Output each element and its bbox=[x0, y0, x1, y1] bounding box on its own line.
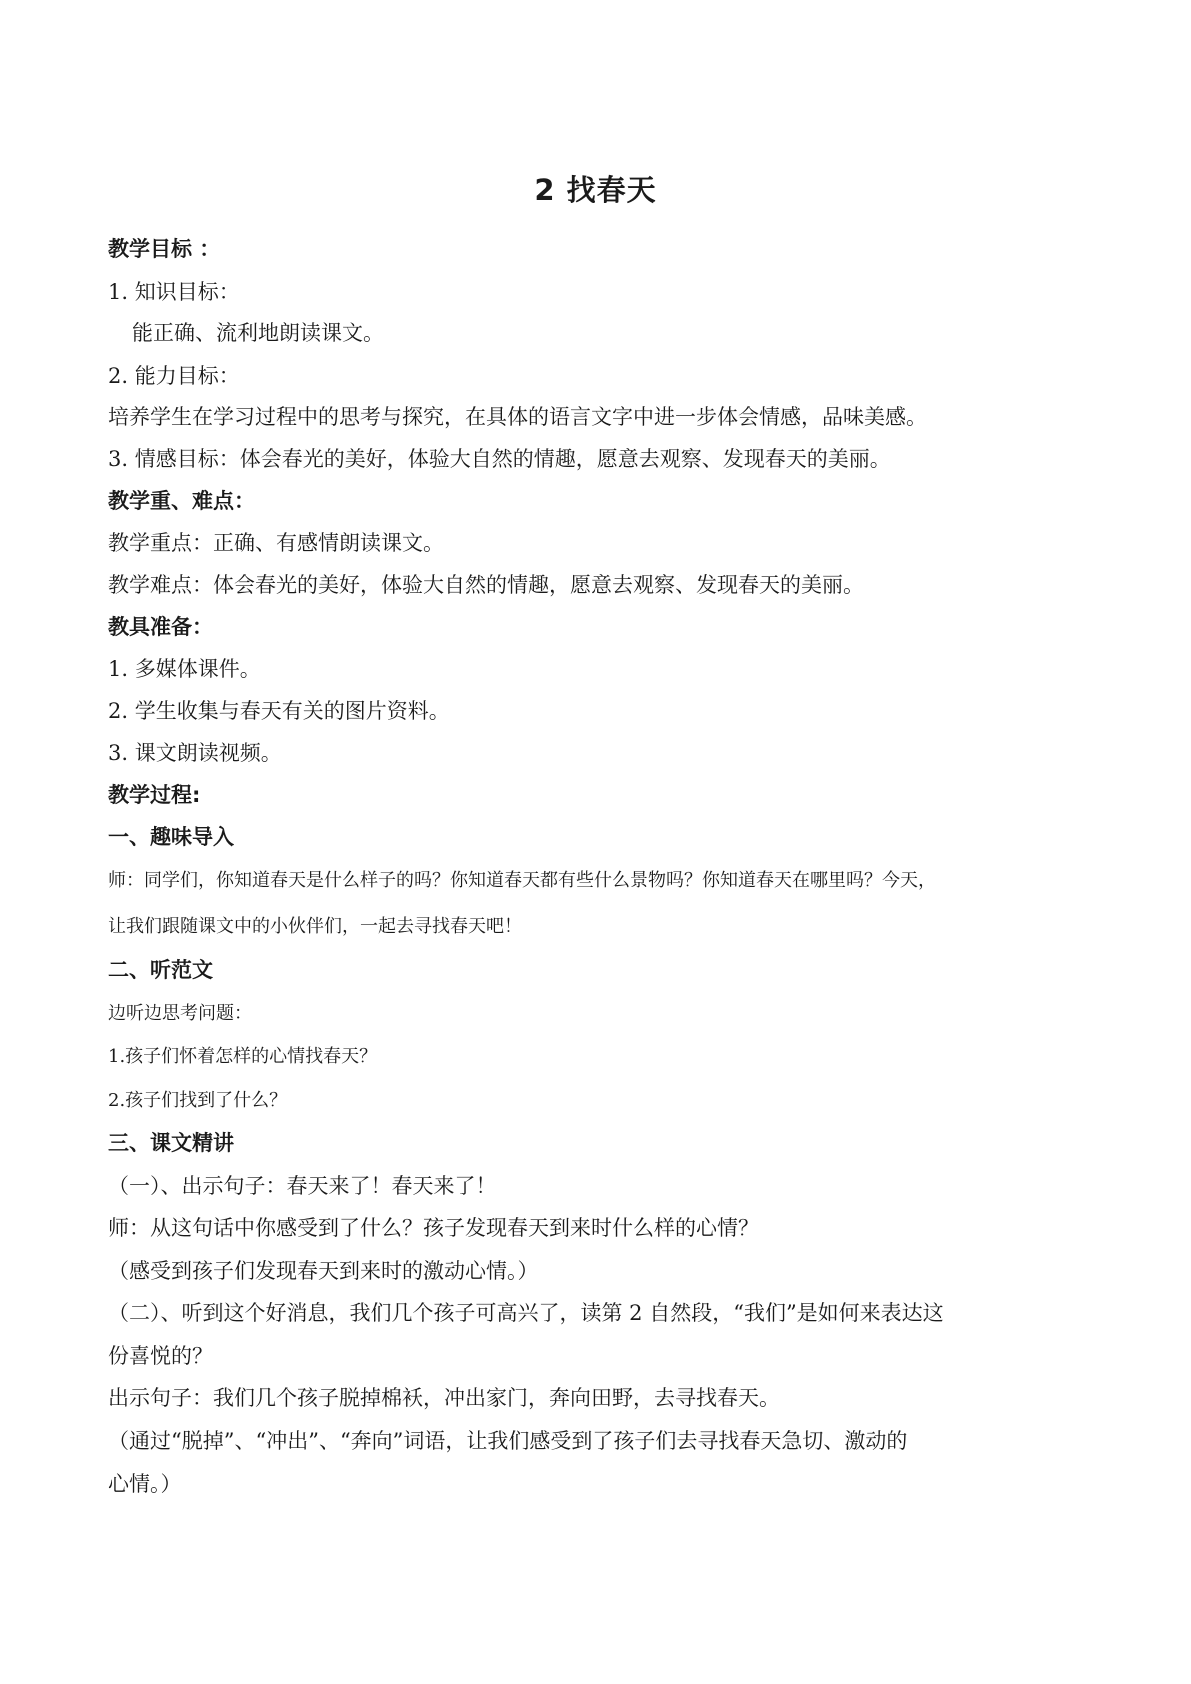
lecture-line: （二）、听到这个好消息，我们几个孩子可高兴了，读第 2 自然段，“我们”是如何来表达这 bbox=[108, 1301, 944, 1325]
subsection-heading-listen: 二、听范文 bbox=[108, 958, 213, 982]
ability-goal-text: 培养学生在学习过程中的思考与探究，在具体的语言文字中进一步体会情感，品味美感。 bbox=[108, 405, 927, 429]
section-heading-materials: 教具准备： bbox=[108, 615, 213, 639]
lecture-line: 师：从这句话中你感受到了什么？孩子发现春天到来时什么样的心情？ bbox=[108, 1216, 759, 1240]
subsection-heading-intro: 一、趣味导入 bbox=[108, 825, 234, 849]
section-heading-teaching-goals: 教学目标 ： bbox=[108, 237, 221, 261]
intro-paragraph-line: 师：同学们，你知道春天是什么样子的吗？你知道春天都有些什么景物吗？你知道春天在哪里吗？今天， bbox=[108, 870, 936, 891]
material-item: 1. 多媒体课件。 bbox=[108, 657, 261, 681]
lecture-line: 份喜悦的？ bbox=[108, 1344, 213, 1368]
lecture-line: （一）、出示句子：春天来了！春天来了！ bbox=[108, 1174, 497, 1198]
section-heading-key-points: 教学重、难点： bbox=[108, 489, 255, 513]
knowledge-goal-label: 1. 知识目标： bbox=[108, 280, 240, 304]
listen-instruction: 边听边思考问题： bbox=[108, 1003, 252, 1024]
ability-goal-label: 2. 能力目标： bbox=[108, 364, 240, 388]
material-item: 2. 学生收集与春天有关的图片资料。 bbox=[108, 699, 450, 723]
difficult-point-text: 教学难点：体会春光的美好，体验大自然的情趣，愿意去观察、发现春天的美丽。 bbox=[108, 573, 864, 597]
knowledge-goal-text: 能正确、流利地朗读课文。 bbox=[132, 321, 384, 345]
material-item: 3. 课文朗读视频。 bbox=[108, 741, 282, 765]
emotion-goal-text: 3. 情感目标：体会春光的美好，体验大自然的情趣，愿意去观察、发现春天的美丽。 bbox=[108, 447, 891, 471]
listen-question: 2.孩子们找到了什么？ bbox=[108, 1090, 288, 1111]
lecture-line: 出示句子：我们几个孩子脱掉棉袄，冲出家门，奔向田野，去寻找春天。 bbox=[108, 1386, 780, 1410]
listen-question: 1.孩子们怀着怎样的心情找春天？ bbox=[108, 1046, 378, 1067]
key-point-text: 教学重点：正确、有感情朗读课文。 bbox=[108, 531, 444, 555]
lecture-line: （通过“脱掉”、“冲出”、“奔向”词语，让我们感受到了孩子们去寻找春天急切、激动的 bbox=[108, 1429, 908, 1453]
subsection-heading-lecture: 三、课文精讲 bbox=[108, 1131, 234, 1155]
intro-paragraph-line: 让我们跟随课文中的小伙伴们，一起去寻找春天吧！ bbox=[108, 916, 522, 937]
lecture-line: 心情。） bbox=[108, 1472, 182, 1496]
lecture-line: （感受到孩子们发现春天到来时的激动心情。） bbox=[108, 1259, 539, 1283]
section-heading-process: 教学过程: bbox=[108, 783, 201, 807]
document-title: 2 找春天 bbox=[534, 173, 657, 207]
